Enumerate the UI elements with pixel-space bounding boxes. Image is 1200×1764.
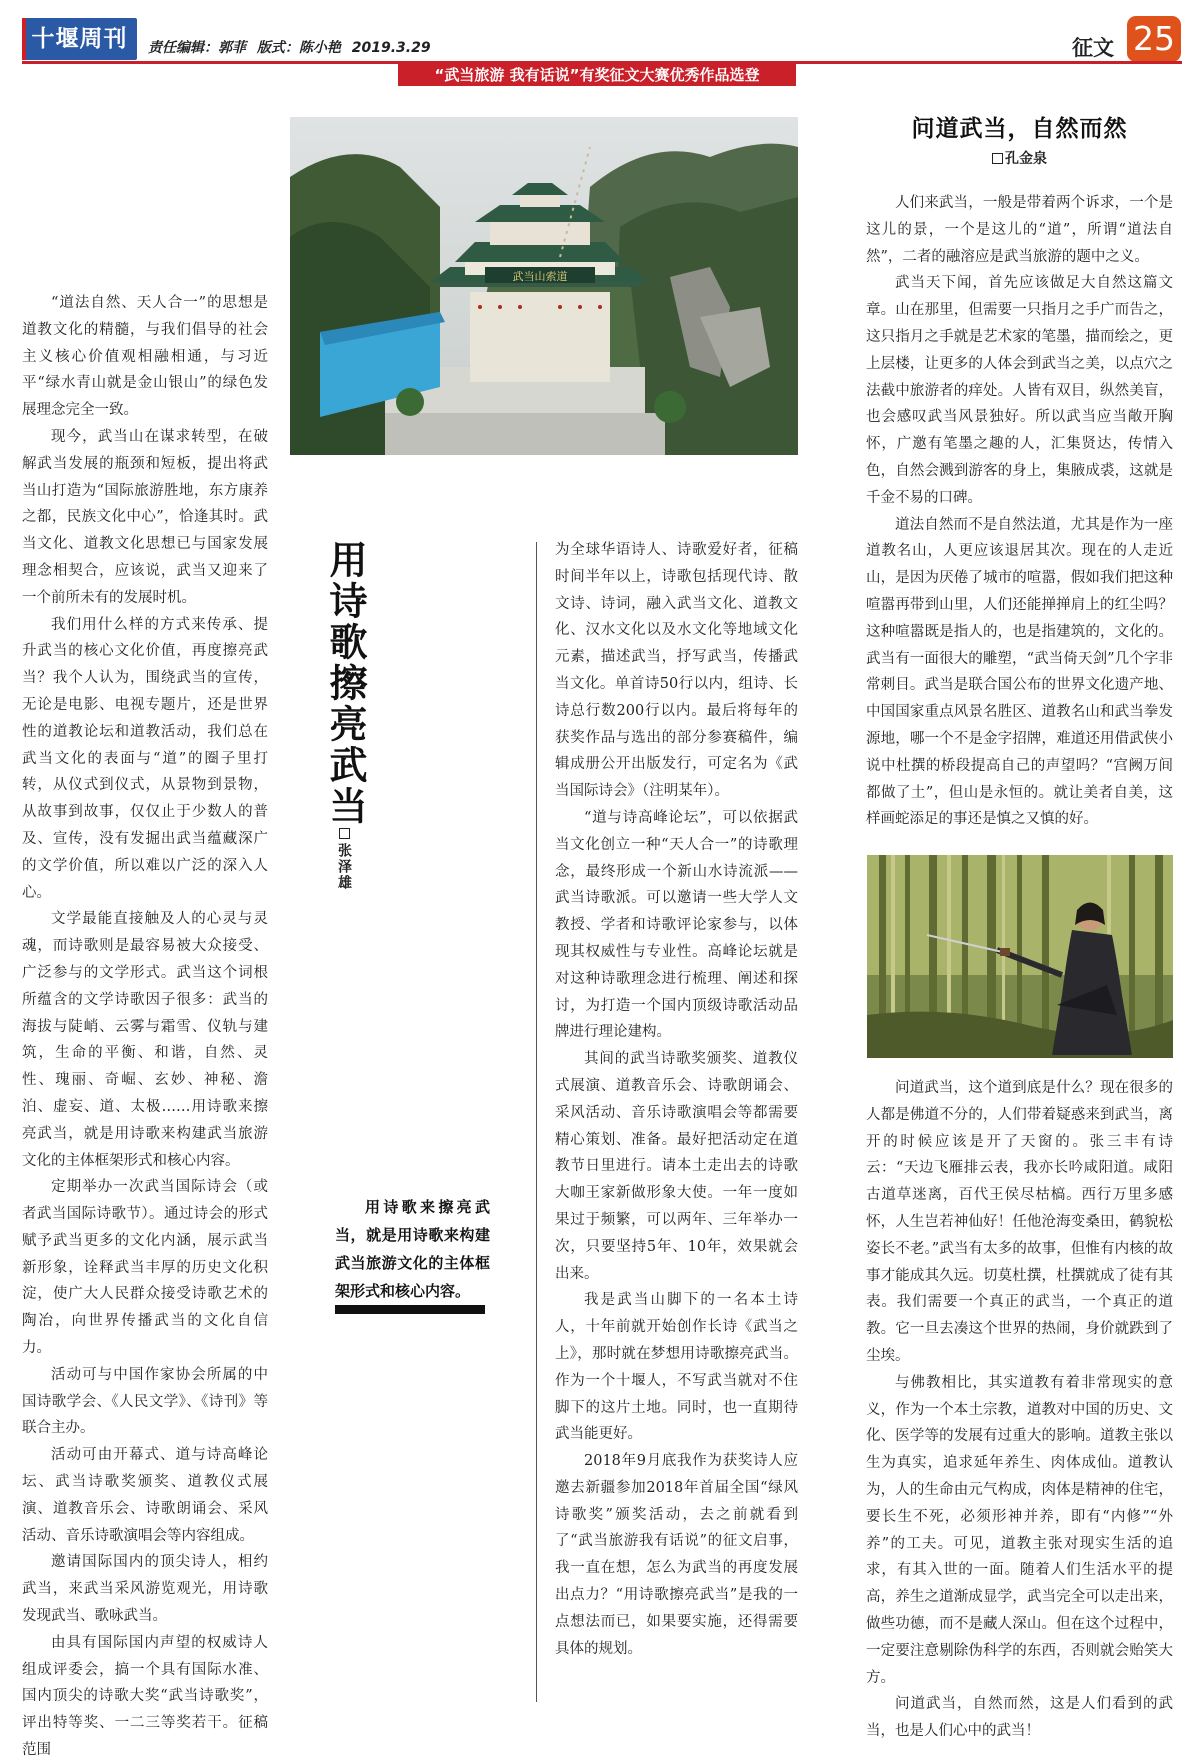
article1-column-1 (22, 290, 268, 1764)
paragraph: 由具有国际国内声望的权威诗人组成评委会，搞一个具有国际水准、国内顶尖的诗歌大奖“武当诗歌奖”，评出特等奖、一二三等奖若干。征稿范围 (22, 1634, 268, 1759)
masthead (0, 0, 1200, 62)
paragraph: 其间的武当诗歌奖颁奖、道教仪式展演、道教音乐会、诗歌朗诵会、采风活动、音乐诗歌演唱会等都需要精心策划、准备。最好把活动定在道教节日里进行。请本土走出去的诗歌大咖王家新做形象大使。一年一度如果过于频繁，可以两年、三年举办一次，只要坚持5年、10年，效果就会出来。 (555, 1051, 798, 1282)
paragraph: 现今，武当山在谋求转型，在破解武当发展的瓶颈和短板，提出将武当山打造为“国际旅游胜地，东方康养之都，民族文化中心”，恰逢其时。武当文化、道教文化思想已与国家发展理念相契合，应该说，武当又迎来了一个前所未有的发展时机。 (22, 428, 268, 606)
paragraph: 我们用什么样的方式来传承、提升武当的核心文化价值，再度擦亮武当？我个人认为，围绕武当的宣传，无论是电影、电视专题片，还是世界性的道教论坛和道教活动，我们总在武当文化的表面与“道”的圈子里打转，从仪式到仪式，从景物到景物，从故事到故事，仅仅止于少数人的普及、宣传，没有发掘出武当蕴藏深广的文学价值，所以难以广泛的深入人心。 (22, 616, 268, 901)
pull-quote-bar (335, 1305, 485, 1314)
article1-column-2 (555, 537, 798, 1662)
paragraph: 活动可与中国作家协会所属的中国诗歌学会、《人民文学》、《诗刊》等联合主办。 (22, 1366, 268, 1437)
newspaper-logo: 十堰周刊 (22, 18, 137, 60)
byline-box-icon (339, 828, 350, 839)
article1-author: 张泽雄 (336, 843, 352, 891)
article2-title: 问道武当，自然而然 (911, 115, 1128, 142)
taoist-bamboo-photo (867, 855, 1173, 1058)
paragraph: 道法自然而不是自然法道，尤其是作为一座道教名山，人更应该退居其次。现在的人走近山，是因为厌倦了城市的喧嚣，假如我们把这种喧嚣再带到山里，人们还能掸掸肩上的红尘吗？这种喧嚣既是指人的，也是指建筑的，文化的。武当有一面很大的雕塑，“武当倚天剑”几个字非常刺目。武当是联合国公布的世界文化遗产地、中国国家重点风景名胜区、道教名山和武当拳发源地，哪一个不是金字招牌，难道还用借武侠小说中杜撰的桥段提高自己的声望吗？“宫阙万间都做了土”，但山是永恒的。就让美者自美，这样画蛇添足的事还是慎之又慎的好。 (866, 516, 1173, 828)
byline-box-icon (992, 153, 1003, 164)
paragraph: 2018年9月底我作为获奖诗人应邀去新疆参加2018年首届全国“绿风诗歌奖”颁奖活动，去之前就看到了“武当旅游我有话说”的征文启事，我一直在想，怎么为武当的再度发展出点力？“用诗歌擦亮武当”是我的一点想法而已，如果要实施，还得需要具体的规划。 (555, 1453, 798, 1657)
paragraph: 武当天下闻，首先应该做足大自然这篇文章。山在那里，但需要一只指月之手广而告之，这只指月之手就是艺术家的笔墨，描而绘之，更上层楼，让更多的人体会到武当之美，以点穴之法截中旅游者的痒处。人皆有双目，纵然美盲，也会感叹武当风景独好。所以武当应当敞开胸怀，广邀有笔墨之趣的人，汇集贤达，传情入色，自然会溅到游客的身上，集腋成裘，这就是千金不易的口碑。 (866, 275, 1173, 506)
editor-credit: 责任编辑：郭菲 (148, 40, 246, 56)
pull-quote: 用诗歌来擦亮武当，就是用诗歌来构建武当旅游文化的主体框架形式和核心内容。 (335, 1198, 490, 1300)
article2-byline (866, 148, 1173, 168)
paragraph: 我是武当山脚下的一名本土诗人，十年前就开始创作长诗《武当之上》，那时就在梦想用诗歌擦亮武当。作为一个十堰人，不写武当就对不住脚下的这片土地。同时，也一直期待武当能更好。 (555, 1292, 798, 1443)
paragraph: 问道武当，自然而然，这是人们看到的武当，也是人们心中的武当！ (866, 1696, 1173, 1740)
paragraph: 文学最能直接触及人的心灵与灵魂，而诗歌则是最容易被大众接受、广泛参与的文学形式。武当这个词根所蕴含的文学诗歌因子很多：武当的海拔与陡峭、云雾与霜雪、仪轨与建筑，生命的平衡、和谐，自然、灵性、瑰丽、奇崛、玄妙、神秘、澹泊、虚妄、道、太极……用诗歌来擦亮武当，就是用诗歌来构建武当旅游文化的主体框架形式和核心内容。 (22, 911, 268, 1169)
temple-photo (290, 117, 798, 455)
paragraph: 与佛教相比，其实道教有着非常现实的意义，作为一个本土宗教，道教对中国的历史、文化、医学等的发展有过重大的影响。道教主张以生为真实，追求延年养生、肉体成仙。道教认为，人的生命由元气构成，肉体是精神的住宅，要长生不死，必须形神并养，即有“内修”“外养”的工夫。可见，道教主张对现实生活的追求，有其入世的一面。随着人们生活水平的提高，养生之道渐成显学，武当完全可以走出来，做些功德，而不是藏人深山。但在这个过程中，一定要注意剔除伪科学的东西，否则就会贻笑大方。 (866, 1374, 1173, 1686)
article2-author: 孔金泉 (1005, 151, 1047, 167)
paragraph: 定期举办一次武当国际诗会（或者武当国际诗歌节）。通过诗会的形式赋予武当更多的文化内涵，展示武当新形象，诠释武当丰厚的历史文化积淀，使广大人民群众接受诗歌艺术的陶冶，向世界传播武当的文化自信力。 (22, 1179, 268, 1357)
paragraph: “道与诗高峰论坛”，可以依据武当文化创立一种“天人合一”的诗歌理念，最终形成一个新山水诗流派——武当诗歌派。可以邀请一些大学人文教授、学者和诗歌评论家参与，以体现其权威性与专业性。高峰论坛就是对这种诗歌理念进行梳理、阐述和探讨，为打造一个国内顶级诗歌活动品牌进行理论建构。 (555, 809, 798, 1041)
paragraph: 邀请国际国内的顶尖诗人，相约武当，来武当采风游览观光，用诗歌发现武当、歌咏武当。 (22, 1554, 268, 1625)
paragraph: 活动可由开幕式、道与诗高峰论坛、武当诗歌奖颁奖、道教仪式展演、道教音乐会、诗歌朗诵会、采风活动、音乐诗歌演唱会等内容组成。 (22, 1447, 268, 1544)
paragraph: 问道武当，这个道到底是什么？现在很多的人都是佛道不分的，人们带着疑惑来到武当，离开的时候应该是开了天窗的。张三丰有诗云：“天边飞雁排云表，我亦长吟咸阳道。咸阳古道草迷离，百代王侯尽枯槁。西行万里多感怀，人生岂若神仙好！任他沧海变桑田，鹤貌松姿长不老。”武当有太多的故事，但惟有内核的故事才能成其久远。切莫杜撰，杜撰就成了徒有其表。我们需要一个真正的武当，一个真正的道教。它一旦去凑这个世界的热闹，身价就跌到了尘埃。 (866, 1080, 1173, 1364)
section-name: 征文 (1072, 36, 1114, 60)
page-number: 25 (1127, 16, 1181, 62)
layout-credit: 版式：陈小艳 (256, 40, 341, 56)
article2-column-top (866, 190, 1173, 833)
editor-credits (148, 37, 437, 57)
issue-date: 2019.3.29 (351, 40, 431, 56)
temple-sign: 武当山索道 (512, 270, 568, 283)
article1-byline (334, 828, 354, 891)
paragraph: 人们来武当，一般是带着两个诉求，一个是这儿的景，一个是这儿的“道”，所谓“道法自然”，二者的融溶应是武当旅游的题中之义。 (866, 195, 1173, 265)
contest-banner: “武当旅游 我有话说”有奖征文大赛优秀作品选登 (398, 64, 796, 86)
paragraph: 为全球华语诗人、诗歌爱好者，征稿时间半年以上，诗歌包括现代诗、散文诗、诗词，融入武当文化、道教文化、汉水文化以及水文化等地域文化元素，描述武当，抒写武当，传播武当文化。单首诗50行以内，组诗、长诗总行数200行以内。最后将每年的获奖作品与选出的部分参赛稿件，编辑成册公开出版发行，可定名为《武当国际诗会》（注明某年）。 (555, 542, 798, 800)
article2-column-bottom (866, 1075, 1173, 1745)
article1-title: 用诗歌擦亮武当 (323, 540, 368, 827)
paragraph: “道法自然、天人合一”的思想是道教文化的精髓，与我们倡导的社会主义核心价值观相融相通，与习近平“绿水青山就是金山银山”的绿色发展理念完全一致。 (22, 295, 268, 419)
column-divider (536, 542, 537, 1702)
